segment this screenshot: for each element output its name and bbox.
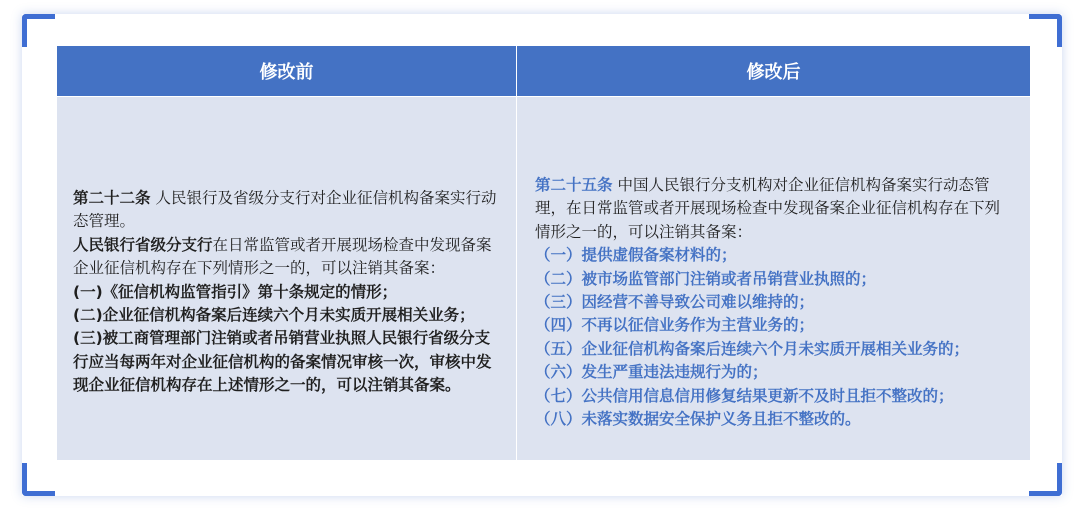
after-item: （六）发生严重违法违规行为的； — [535, 363, 768, 382]
before-para-2-text: 在日常监管或者开展现场检查中发现备案企业征信机构存在下列情形之一的，可以注销其备案： — [73, 235, 492, 278]
after-item: （二）被市场监管部门注销或者吊销营业执照的； — [535, 269, 877, 288]
after-article-label: 第二十五条 — [535, 176, 613, 194]
comparison-table — [57, 46, 1030, 460]
cell-after — [517, 97, 1030, 460]
header-before: 修改前 — [57, 46, 517, 96]
corner-bracket-top-right — [1029, 14, 1062, 47]
before-para-1-text: 人民银行及省级分支行对企业征信机构备案实行动态管理。 — [73, 189, 497, 231]
before-item-2: (二)企业征信机构备案后连续六个月未实质开展相关业务； — [73, 306, 475, 325]
after-item: （八）未落实数据安全保护义务且拒不整改的。 — [535, 410, 861, 429]
header-after: 修改后 — [517, 46, 1030, 96]
after-para-text: 中国人民银行分支机构对企业征信机构备案实行动态管理，在日常监管或者开展现场检查中发现备案企业征信机构存在下列情形之一的，可以注销其备案： — [535, 176, 1001, 241]
cell-before — [57, 97, 517, 460]
before-para-2 — [73, 234, 500, 281]
corner-bracket-bottom-right — [1029, 463, 1062, 496]
before-article-label: 第二十二条 — [73, 189, 151, 207]
after-para — [535, 174, 1002, 244]
after-item: （一）提供虚假备案材料的； — [535, 246, 737, 265]
after-item: （五）企业征信机构备案后连续六个月未实质开展相关业务的； — [535, 339, 970, 358]
before-item-1: (一)《征信机构监管指引》第十条规定的情形； — [73, 282, 398, 301]
corner-bracket-bottom-left — [22, 463, 55, 496]
after-item: （四）不再以征信业务作为主营业务的； — [535, 316, 815, 335]
before-para-1 — [73, 187, 500, 234]
before-para-2-bold: 人民银行省级分支行 — [73, 235, 213, 254]
after-item: （七）公共信用信息信用修复结果更新不及时且拒不整改的； — [535, 386, 954, 405]
before-item-3: (三)被工商管理部门注销或者吊销营业执照人民银行省级分支行应当每两年对企业征信机构的备案情况审核一次，审核中发现企业征信机构存在上述情形之一的，可以注销其备案。 — [73, 329, 492, 395]
after-item: （三）因经营不善导致公司难以维持的； — [535, 293, 815, 312]
corner-bracket-top-left — [22, 14, 55, 47]
